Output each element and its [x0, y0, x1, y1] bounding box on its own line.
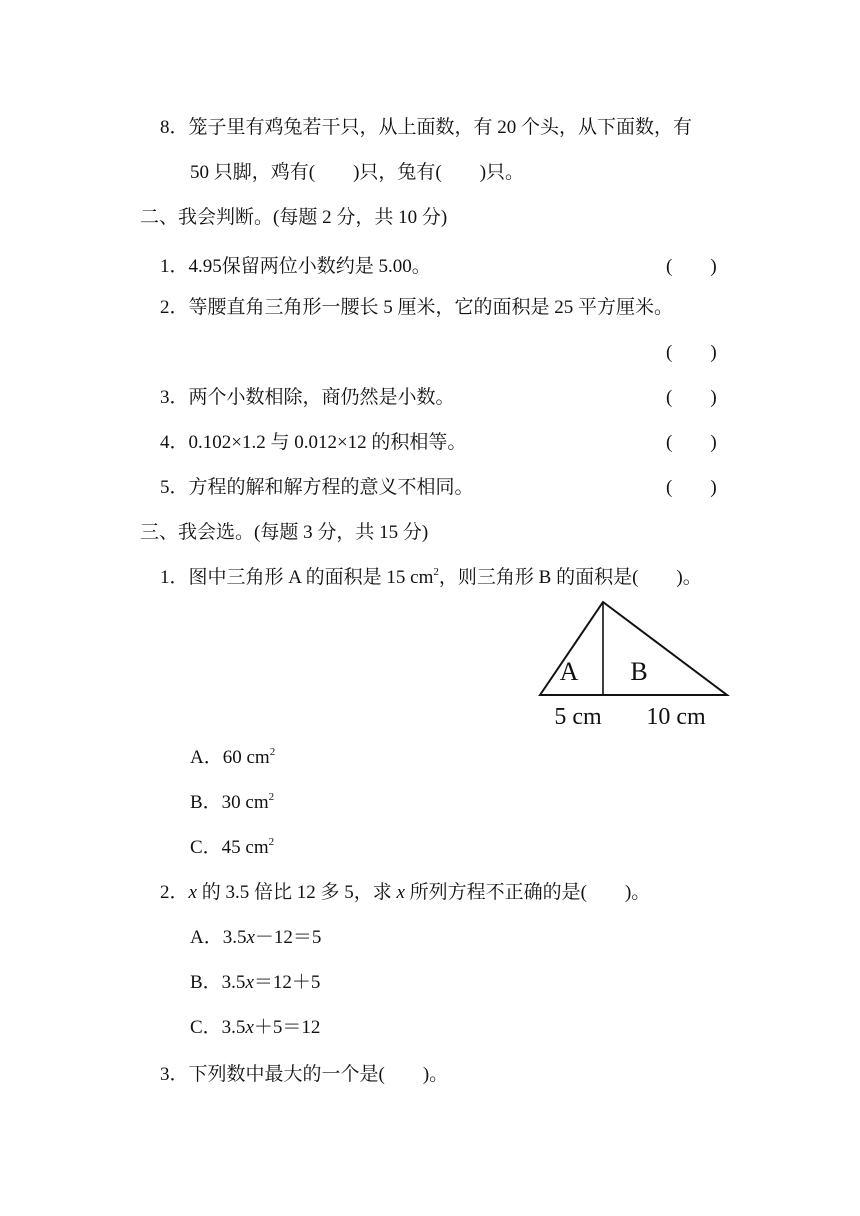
choice-q1-option-c[interactable] — [190, 836, 274, 860]
judge-answer-blank-3[interactable]: ( ) — [666, 387, 717, 408]
choice-q1-option-a-sup: 2 — [269, 746, 276, 758]
judge-answer-blank-5[interactable]: ( ) — [666, 477, 717, 498]
q8-line2: 50 只脚，鸡有( )只，兔有( )只。 — [190, 162, 525, 183]
choice-q1-stem-after: ，则三角形 B 的面积是( )。 — [438, 567, 702, 588]
choice-q1-option-c-text: C．45 cm — [190, 837, 269, 858]
judge-item-2: 2．等腰直角三角形一腰长 5 厘米，它的面积是 25 平方厘米。 — [160, 297, 674, 318]
judge-answer-blank-1[interactable]: ( ) — [666, 256, 717, 277]
choice-q2-option-c-pre: C．3.5 — [190, 1017, 246, 1038]
choice-q1-stem-sup: 2 — [433, 566, 439, 578]
choice-q2-option-a-post: －12＝5 — [254, 927, 322, 948]
label-a: A — [559, 657, 579, 686]
judge-item-5: 5．方程的解和解方程的意义不相同。 — [160, 477, 474, 498]
choice-q2-option-b-var: x — [245, 972, 254, 993]
choice-q2-option-b[interactable] — [190, 971, 320, 995]
choice-q1-stem — [160, 566, 702, 590]
choice-q2-option-a-var: x — [246, 927, 255, 948]
judge-item-3: 3．两个小数相除，商仍然是小数。 — [160, 387, 455, 408]
choice-q1-option-b[interactable] — [190, 791, 274, 815]
judge-answer-blank-4[interactable]: ( ) — [666, 432, 717, 453]
choice-q1-option-b-text: B．30 cm — [190, 792, 269, 813]
base-right-label: 10 cm — [646, 704, 706, 730]
judge-item-1: 1．4.95保留两位小数约是 5.00。 — [160, 256, 431, 277]
choice-q1-option-a[interactable] — [190, 746, 275, 770]
choice-q2-option-a-pre: A．3.5 — [190, 927, 247, 948]
judge-item-4: 4．0.102×1.2 与 0.012×12 的积相等。 — [160, 432, 467, 453]
choice-q2-option-c-var: x — [245, 1017, 254, 1038]
label-b: B — [630, 657, 648, 686]
choice-q2-mid: 的 3.5 倍比 12 多 5，求 — [196, 882, 397, 903]
q8-line1: 8．笼子里有鸡兔若干只，从上面数，有 20 个头，从下面数，有 — [160, 117, 693, 138]
choice-q2-stem — [160, 881, 650, 905]
judge-answer-blank-2[interactable]: ( ) — [666, 342, 717, 363]
choice-q1-option-a-text: A．60 cm — [190, 747, 270, 768]
choice-q2-tail: 所列方程不正确的是( )。 — [404, 882, 651, 903]
choice-q2-num: 2． — [160, 882, 189, 903]
choice-q2-option-a[interactable] — [190, 926, 321, 950]
choice-q2-option-c-post: ＋5＝12 — [253, 1017, 321, 1038]
base-left-label: 5 cm — [554, 704, 602, 730]
choice-q2-var-1: x — [188, 882, 197, 903]
choice-q1-option-b-sup: 2 — [268, 791, 275, 803]
choice-q1-option-c-sup: 2 — [268, 836, 275, 848]
choice-q2-option-c[interactable] — [190, 1016, 320, 1040]
choice-q2-option-b-post: ＝12＋5 — [253, 972, 321, 993]
section2-heading: 二、我会判断。(每题 2 分，共 10 分) — [140, 207, 448, 228]
choice-q3-stem: 3．下列数中最大的一个是( )。 — [160, 1064, 449, 1085]
triangle-figure — [535, 597, 735, 732]
choice-q1-stem-before: 1．图中三角形 A 的面积是 15 cm — [160, 567, 434, 588]
choice-q2-option-b-pre: B．3.5 — [190, 972, 246, 993]
choice-q2-var-2: x — [396, 882, 405, 903]
section3-heading: 三、我会选。(每题 3 分，共 15 分) — [140, 522, 429, 543]
